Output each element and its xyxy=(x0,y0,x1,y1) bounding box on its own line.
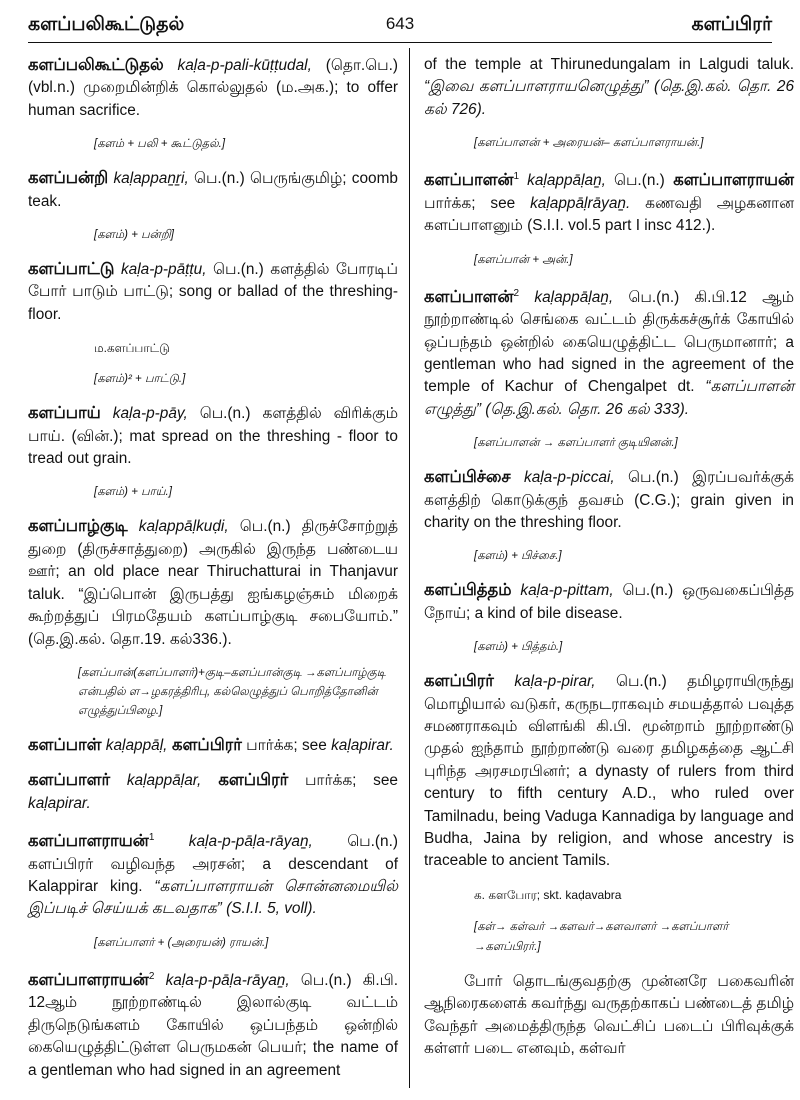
entry-kalappirar xyxy=(424,670,794,957)
part-of-speech: பெ.(n.) xyxy=(289,972,352,989)
definition: பார்க்க; see xyxy=(241,736,332,754)
cognate-note: க. களபோர; skt. kaḍavabra xyxy=(474,887,622,902)
essay-paragraph: போர் தொடங்குவதற்கு முன்னரே பகைவரின் ஆநிரைகளைக் கவர்ந்து வருதற்காகப் பண்டைத் தமிழ் வேந்தர் அமைத்திருந்த வெட்சிப் படைப் பிரிவுக்குக் கள்ளர் படை எனவும், கள்வர் xyxy=(424,972,794,1058)
etymology: [களம் + பலி + கூட்டுதல்.] xyxy=(94,138,226,151)
etymology: [களப்பான்(களப்பாளர்)+குடி–களப்பான்குடி →களப்பாழ்குடி என்பதில் ள→ழகரத்திரிபு, கல்லெழுத்துப் பொறித்தோனின் எழுத்துப்பிழை.] xyxy=(78,666,386,717)
cross-reference-headword: களப்பிரர் xyxy=(167,735,242,754)
see-reference: kaḷapirar. xyxy=(331,736,394,754)
headword: களப்பாட்டு xyxy=(28,260,115,279)
etymology: [களம்) + பன்றி] xyxy=(94,229,174,242)
headword: களப்பாழ்குடி xyxy=(28,517,128,536)
column-divider xyxy=(409,48,410,1088)
entry-kalappalan-1 xyxy=(424,166,794,269)
etymology: [களம்)² + பாட்டு.] xyxy=(94,373,186,386)
etymology: [களம்) + பிச்சை.] xyxy=(474,550,562,563)
header-right-guide-word: களப்பிரர் xyxy=(691,14,772,35)
part-of-speech: பெ.(n.) xyxy=(613,288,680,306)
definition: பார்க்க; see xyxy=(288,772,398,790)
headword: களப்பாளன் xyxy=(424,287,514,306)
definition: களத்தில் போரடிப் போர் பாடும் பாட்டு; song or ballad of the threshing-floor. xyxy=(28,261,398,323)
definition: களத்தில் விரிக்கும் பாய். (வின்.); mat spread on the threshing - floor to tread out grain. xyxy=(28,405,398,468)
etymology: [களப்பாளன் → களப்பாளர் குடியினன்.] xyxy=(474,437,678,450)
etymology: [களம்) + பித்தம்.] xyxy=(474,641,563,654)
entry-kalappal xyxy=(28,734,398,757)
definition: முறைமின்றிக் கொல்லுதல் (ம.அக.); to offer human sacrifice. xyxy=(28,79,398,119)
etymology: [களம்) + பாய்.] xyxy=(94,486,172,499)
cognate-note: ம.களப்பாட்டு xyxy=(94,341,170,356)
headword: களப்பாளர் xyxy=(28,771,111,790)
entry-kalappalar xyxy=(28,769,398,815)
headword: களப்பாய் xyxy=(28,404,101,423)
entry-kalappalan-2 xyxy=(424,283,794,454)
part-of-speech: பெ.(n.) xyxy=(595,673,667,691)
etymology: [களப்பாளன் + அரையன்– களப்பாளராயன்.] xyxy=(474,137,704,150)
definition: தமிழராயிருந்து மொழியால் வடுகர், கருநடராகவும் சமயத்தால் பவுத்த சமணராகவும் விளங்கி கி.பி. மூன்றாம் நூற்றாண்டு முதல் ஐந்தாம் நூற்றாண்டு வரை தமிழகத்தை ஆட்சி புரிந்த அரசமரபினர்; a dynasty of rulers from third century to fifth century A.D., who ruled over Tamilnadu, being Vaduga Kannadiga by language and Budha, Jaina by religion, and whose ancestry is traceable to ancient Tamils. xyxy=(424,673,794,870)
part-of-speech: பெ.(n.) xyxy=(614,469,679,487)
part-of-speech: பெ.(n.) xyxy=(613,582,674,600)
transliteration: kaḷappāḷar, xyxy=(126,772,202,790)
headword: களப்பாளன் xyxy=(424,171,514,190)
definition: கி.பி. 12ஆம் நூற்றாண்டில் இலால்குடி வட்டம் திருநெடுங்களம் கோயில் ஒப்பந்தம் ஒன்றில் கையெழுத்திட்டுள்ள பெருமகன் பெயர்; the name of a gentleman who had signed in an agreement xyxy=(28,972,398,1079)
transliteration: kaḷa-p-pittam, xyxy=(520,582,614,600)
headword: களப்பலிகூட்டுதல் xyxy=(28,56,164,74)
header-left-guide-word: களப்பலிகூட்டுதல் xyxy=(28,14,185,35)
transliteration: kaḷa-p-pāḷa-rāyaṉ, xyxy=(188,833,313,851)
entry-kalappalikuttudal xyxy=(28,54,398,154)
entry-kalappanri xyxy=(28,167,398,245)
headword: களப்பாளராயன் xyxy=(28,971,149,989)
part-of-speech: பெ.(n.) xyxy=(206,261,264,279)
entry-kalappay xyxy=(28,402,398,502)
transliteration: kaḷappāḷaṉ, xyxy=(534,288,614,306)
definition: பெருங்குமிழ்; coomb teak. xyxy=(28,170,398,210)
entry-kalappittam xyxy=(424,579,794,657)
part-of-speech: பெ.(n.) xyxy=(605,172,665,190)
transliteration: kaḷa-p-pāṭṭu, xyxy=(120,261,207,279)
definition: of the temple at Thirunedungalam in Lalgudi taluk. xyxy=(424,56,794,73)
transliteration: kaḷa-p-piccai, xyxy=(524,469,615,487)
entry-kalappattu xyxy=(28,258,398,389)
running-header xyxy=(28,14,772,40)
homonym-number: 2 xyxy=(513,287,520,299)
definition: திருச்சோற்றுத் துறை (திருச்சாத்துறை) அருகில் இருந்த பண்டைய ஊர்; an old place near Thiruchatturai in Thanjavur taluk. “இப்பொன் இருபத்து ஐங்கழஞ்சும் மிறைக் கூற்றத்துப் பிரமதேயம் களப்பாழ்குடி சபையோம்.” (தெ.இ.கல். தொ.19. கல்336.). xyxy=(28,518,399,648)
part-of-speech: பெ.(n.) xyxy=(228,518,291,536)
transliteration: kaḷappāḷaṉ, xyxy=(527,172,606,190)
transliteration: kaḷa-p-pirar, xyxy=(514,673,596,691)
transliteration: kaḷappāḷ, xyxy=(105,736,168,754)
cross-reference-headword: களப்பிரர் xyxy=(201,771,289,790)
citation-quote: “களப்பாளன் எழுத்து” (தெ.இ.கல். தொ. 26 கல் 333). xyxy=(424,378,794,418)
part-of-speech: பெ.(n.) xyxy=(187,405,251,423)
citation-quote: “இவை களப்பாளராயனெழுத்து” (தெ.இ.கல். தொ. 26 கல் 726). xyxy=(424,78,794,118)
homonym-number: 1 xyxy=(148,832,155,844)
left-column xyxy=(28,54,398,1086)
see-reference: kaḷapirar. xyxy=(28,794,91,812)
homonym-number: 2 xyxy=(148,970,155,982)
right-column xyxy=(424,54,794,1060)
see-reference: kaḷappāḷrāyaṉ. xyxy=(530,194,631,212)
headword: களப்பன்றி xyxy=(28,169,109,188)
cross-reference-headword: களப்பாளராயன் xyxy=(664,171,794,190)
definition: இரப்பவர்க்குக் களத்திற் கொடுக்குந் தவசம் (C.G.); grain given in charity on the threshing floor. xyxy=(424,469,794,531)
definition: ஒருவகைப்பித்த நோய்; a kind of bile disease. xyxy=(424,582,794,622)
part-of-speech: பெ.(n.) xyxy=(312,833,398,851)
definition: பார்க்க; see xyxy=(424,194,531,212)
etymology: [களப்பாளர் + (அரையன்) ராயன்.] xyxy=(94,936,269,949)
entry-continuation xyxy=(424,54,794,153)
definition-extra: கணவதி அழகனான களப்பாளனும் (S.I.I. vol.5 part I insc 412.). xyxy=(424,194,794,235)
definition: கி.பி.12 ஆம் நூற்றாண்டில் செங்கை வட்டம் திருக்கச்சூர்க் கோயில் ஒப்பந்தம் ஒன்றில் கையெழுத்திட்ட பெருமானார்; a gentleman who had signed in the agreement of the temple of Kachur of Chengalpet dt. xyxy=(424,288,794,396)
definition: களப்பிரர் வழிவந்த அரசன்; a descendant of Kalappirar king. xyxy=(28,855,398,896)
headword: களப்பிரர் xyxy=(424,672,494,691)
transliteration: kaḷa-p-pāy, xyxy=(112,405,188,423)
homonym-number: 1 xyxy=(513,171,520,183)
part-of-speech: பெ.(n.) xyxy=(188,170,245,188)
entry-kalappalkudi xyxy=(28,515,398,720)
headword: களப்பிச்சை xyxy=(424,468,511,487)
etymology: [கள்→ கள்வர் →களவர்→களவாளர் →களப்பாளர் →களப்பிரர்.] xyxy=(474,920,729,953)
page-number: 643 xyxy=(385,14,415,33)
citation-quote: “களப்பாளராயன் சொன்னமையில் இப்படிச் செய்யக் கடவதாக” (S.I.I. 5, voll). xyxy=(28,878,398,918)
entry-kalappiccai xyxy=(424,466,794,566)
transliteration: kaḷappaṉṟi, xyxy=(113,170,189,188)
etymology: [களப்பான் + அன்.] xyxy=(474,253,573,266)
transliteration: kaḷa-p-pāḷa-rāyaṉ, xyxy=(165,972,290,989)
transliteration: kaḷappāḷkuḍi, xyxy=(138,518,229,536)
headword: களப்பாளராயன் xyxy=(28,832,149,851)
header-rule xyxy=(28,42,772,43)
transliteration: kaḷa-p-pali-kūṭṭudal, xyxy=(177,57,312,74)
headword: களப்பாள் xyxy=(28,735,102,754)
entry-kalappalarayan-2 xyxy=(28,966,398,1082)
headword: களப்பித்தம் xyxy=(424,581,512,600)
entry-kalappalarayan-1 xyxy=(28,827,398,953)
part-of-speech: (தொ.பெ.) (vbl.n.) xyxy=(28,57,399,97)
